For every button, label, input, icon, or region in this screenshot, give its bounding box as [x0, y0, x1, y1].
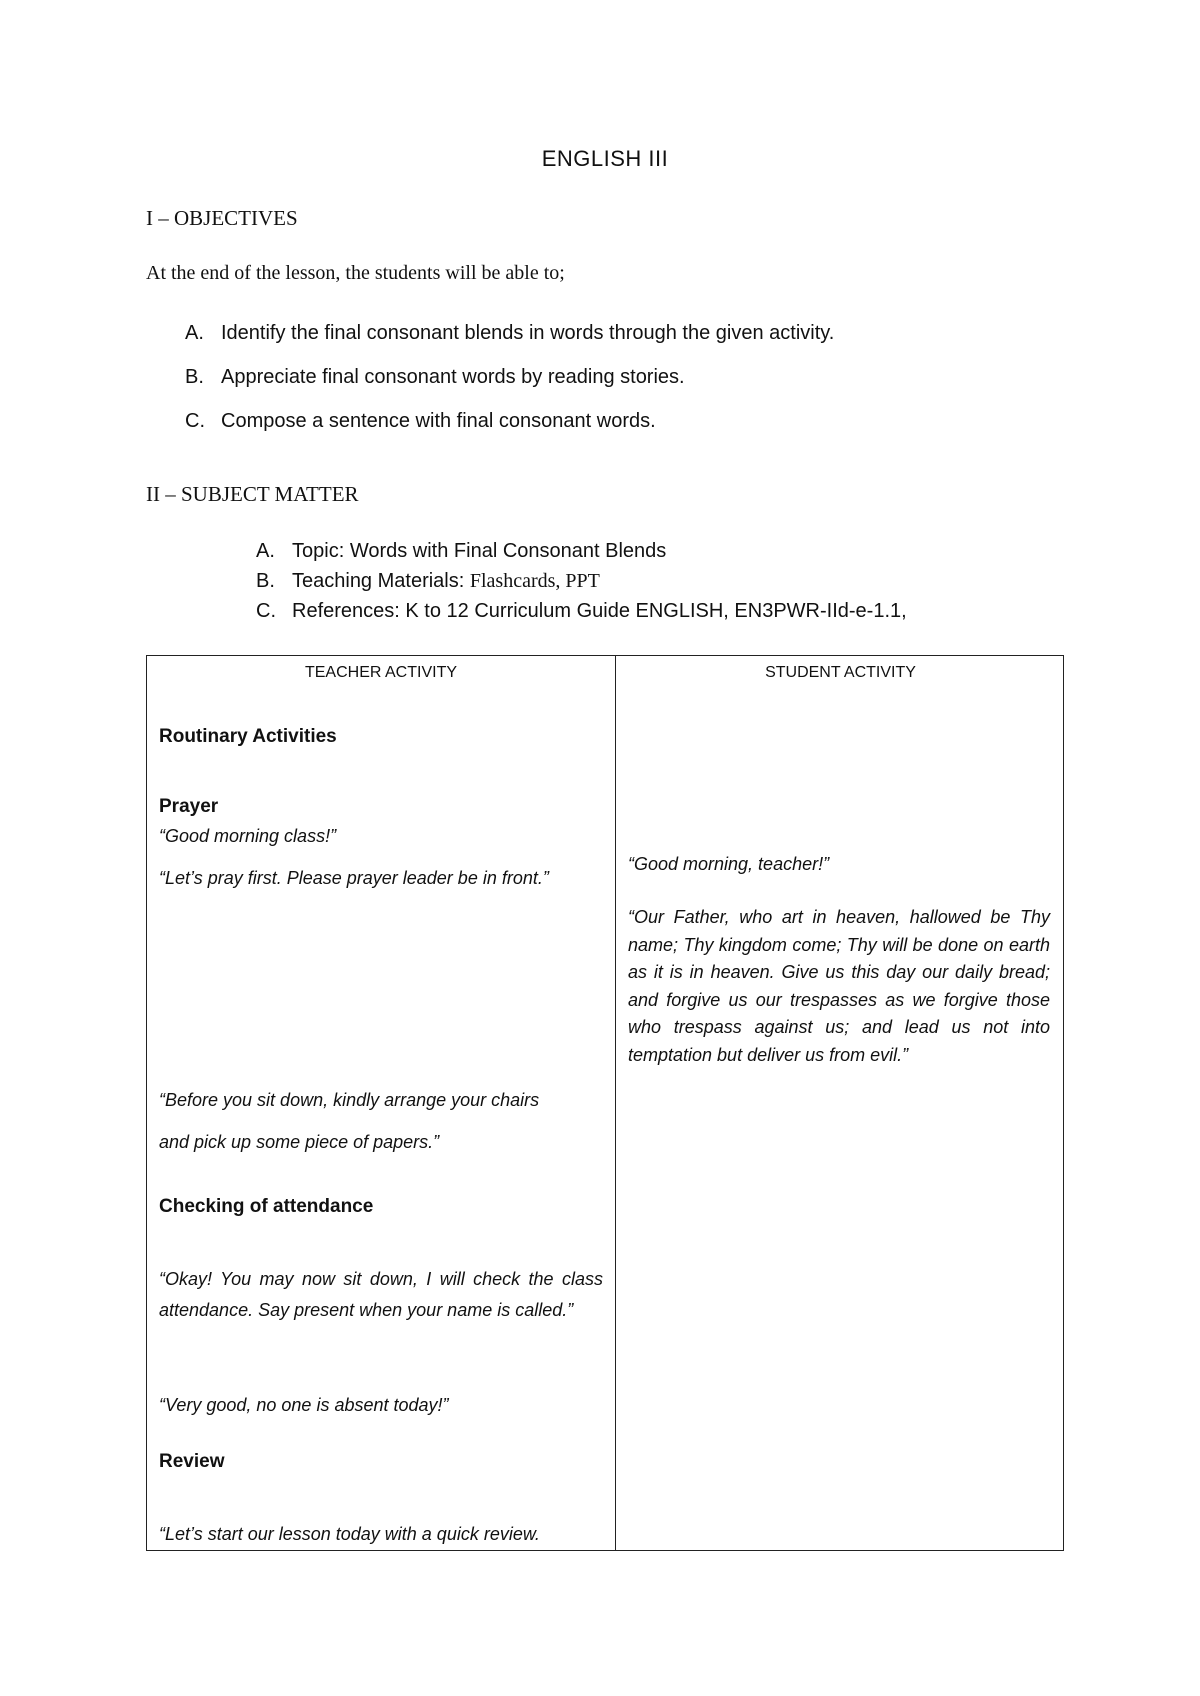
- list-letter: B.: [256, 570, 275, 592]
- objectives-intro: At the end of the lesson, the students will be able to;: [146, 262, 565, 284]
- teacher-activity-header: TEACHER ACTIVITY: [304, 664, 458, 681]
- review-heading: Review: [159, 1451, 225, 1472]
- list-letter: C.: [185, 410, 205, 432]
- subject-label: References:: [292, 600, 400, 622]
- objective-item: [185, 366, 685, 389]
- subject-matter-heading: II – SUBJECT MATTER: [146, 482, 359, 506]
- teacher-chairs-line-2: and pick up some piece of papers.”: [159, 1132, 440, 1152]
- teacher-chairs-line-1: “Before you sit down, kindly arrange your chairs: [159, 1090, 540, 1110]
- objective-text: Compose a sentence with final consonant words.: [221, 410, 656, 432]
- student-prayer: “Our Father, who art in heaven, hallowed be Thy name; Thy kingdom come; Thy will be done on earth as it is in heaven. Give us this day our daily bread; and forgive us our trespasses as we forgive those who trespass against us; and lead us not into temptation but deliver us from evil.”: [628, 907, 1050, 1065]
- subject-item: [256, 540, 666, 563]
- teacher-very-good: “Very good, no one is absent today!”: [159, 1395, 449, 1415]
- objective-text: Appreciate final consonant words by reading stories.: [221, 366, 685, 388]
- teacher-review-text: “Let’s start our lesson today with a quick review.: [159, 1524, 540, 1544]
- routinary-activities-heading: Routinary Activities: [159, 726, 337, 747]
- subject-item: [256, 600, 907, 623]
- teacher-greeting: “Good morning class!”: [159, 826, 337, 846]
- teacher-pray-line: “Let’s pray first. Please prayer leader be in front.”: [159, 868, 549, 888]
- attendance-heading: Checking of attendance: [159, 1196, 374, 1217]
- table-divider: [615, 656, 616, 1550]
- objective-item: [185, 322, 834, 345]
- objective-item: [185, 410, 656, 433]
- objective-text: Identify the final consonant blends in words through the given activity.: [221, 322, 835, 344]
- subject-value: K to 12 Curriculum Guide ENGLISH, EN3PWR-IId-e-1.1,: [405, 600, 907, 622]
- list-letter: B.: [185, 366, 204, 388]
- student-greeting: “Good morning, teacher!”: [628, 854, 830, 874]
- subject-label: Teaching Materials:: [292, 570, 465, 592]
- list-letter: A.: [185, 322, 204, 344]
- subject-value: Flashcards, PPT: [469, 570, 600, 592]
- subject-item: [256, 570, 600, 593]
- prayer-heading: Prayer: [159, 796, 219, 817]
- objectives-heading: I – OBJECTIVES: [146, 206, 298, 230]
- subject-value: Words with Final Consonant Blends: [349, 540, 667, 562]
- list-letter: C.: [256, 600, 276, 622]
- teacher-attendance-text: “Okay! You may now sit down, I will check the class attendance. Say present when your name is called.”: [159, 1269, 603, 1320]
- student-activity-header: STUDENT ACTIVITY: [765, 664, 916, 681]
- activity-table: [146, 655, 1064, 1551]
- list-letter: A.: [256, 540, 275, 562]
- subject-label: Topic:: [292, 540, 345, 562]
- document-title: ENGLISH III: [541, 146, 669, 171]
